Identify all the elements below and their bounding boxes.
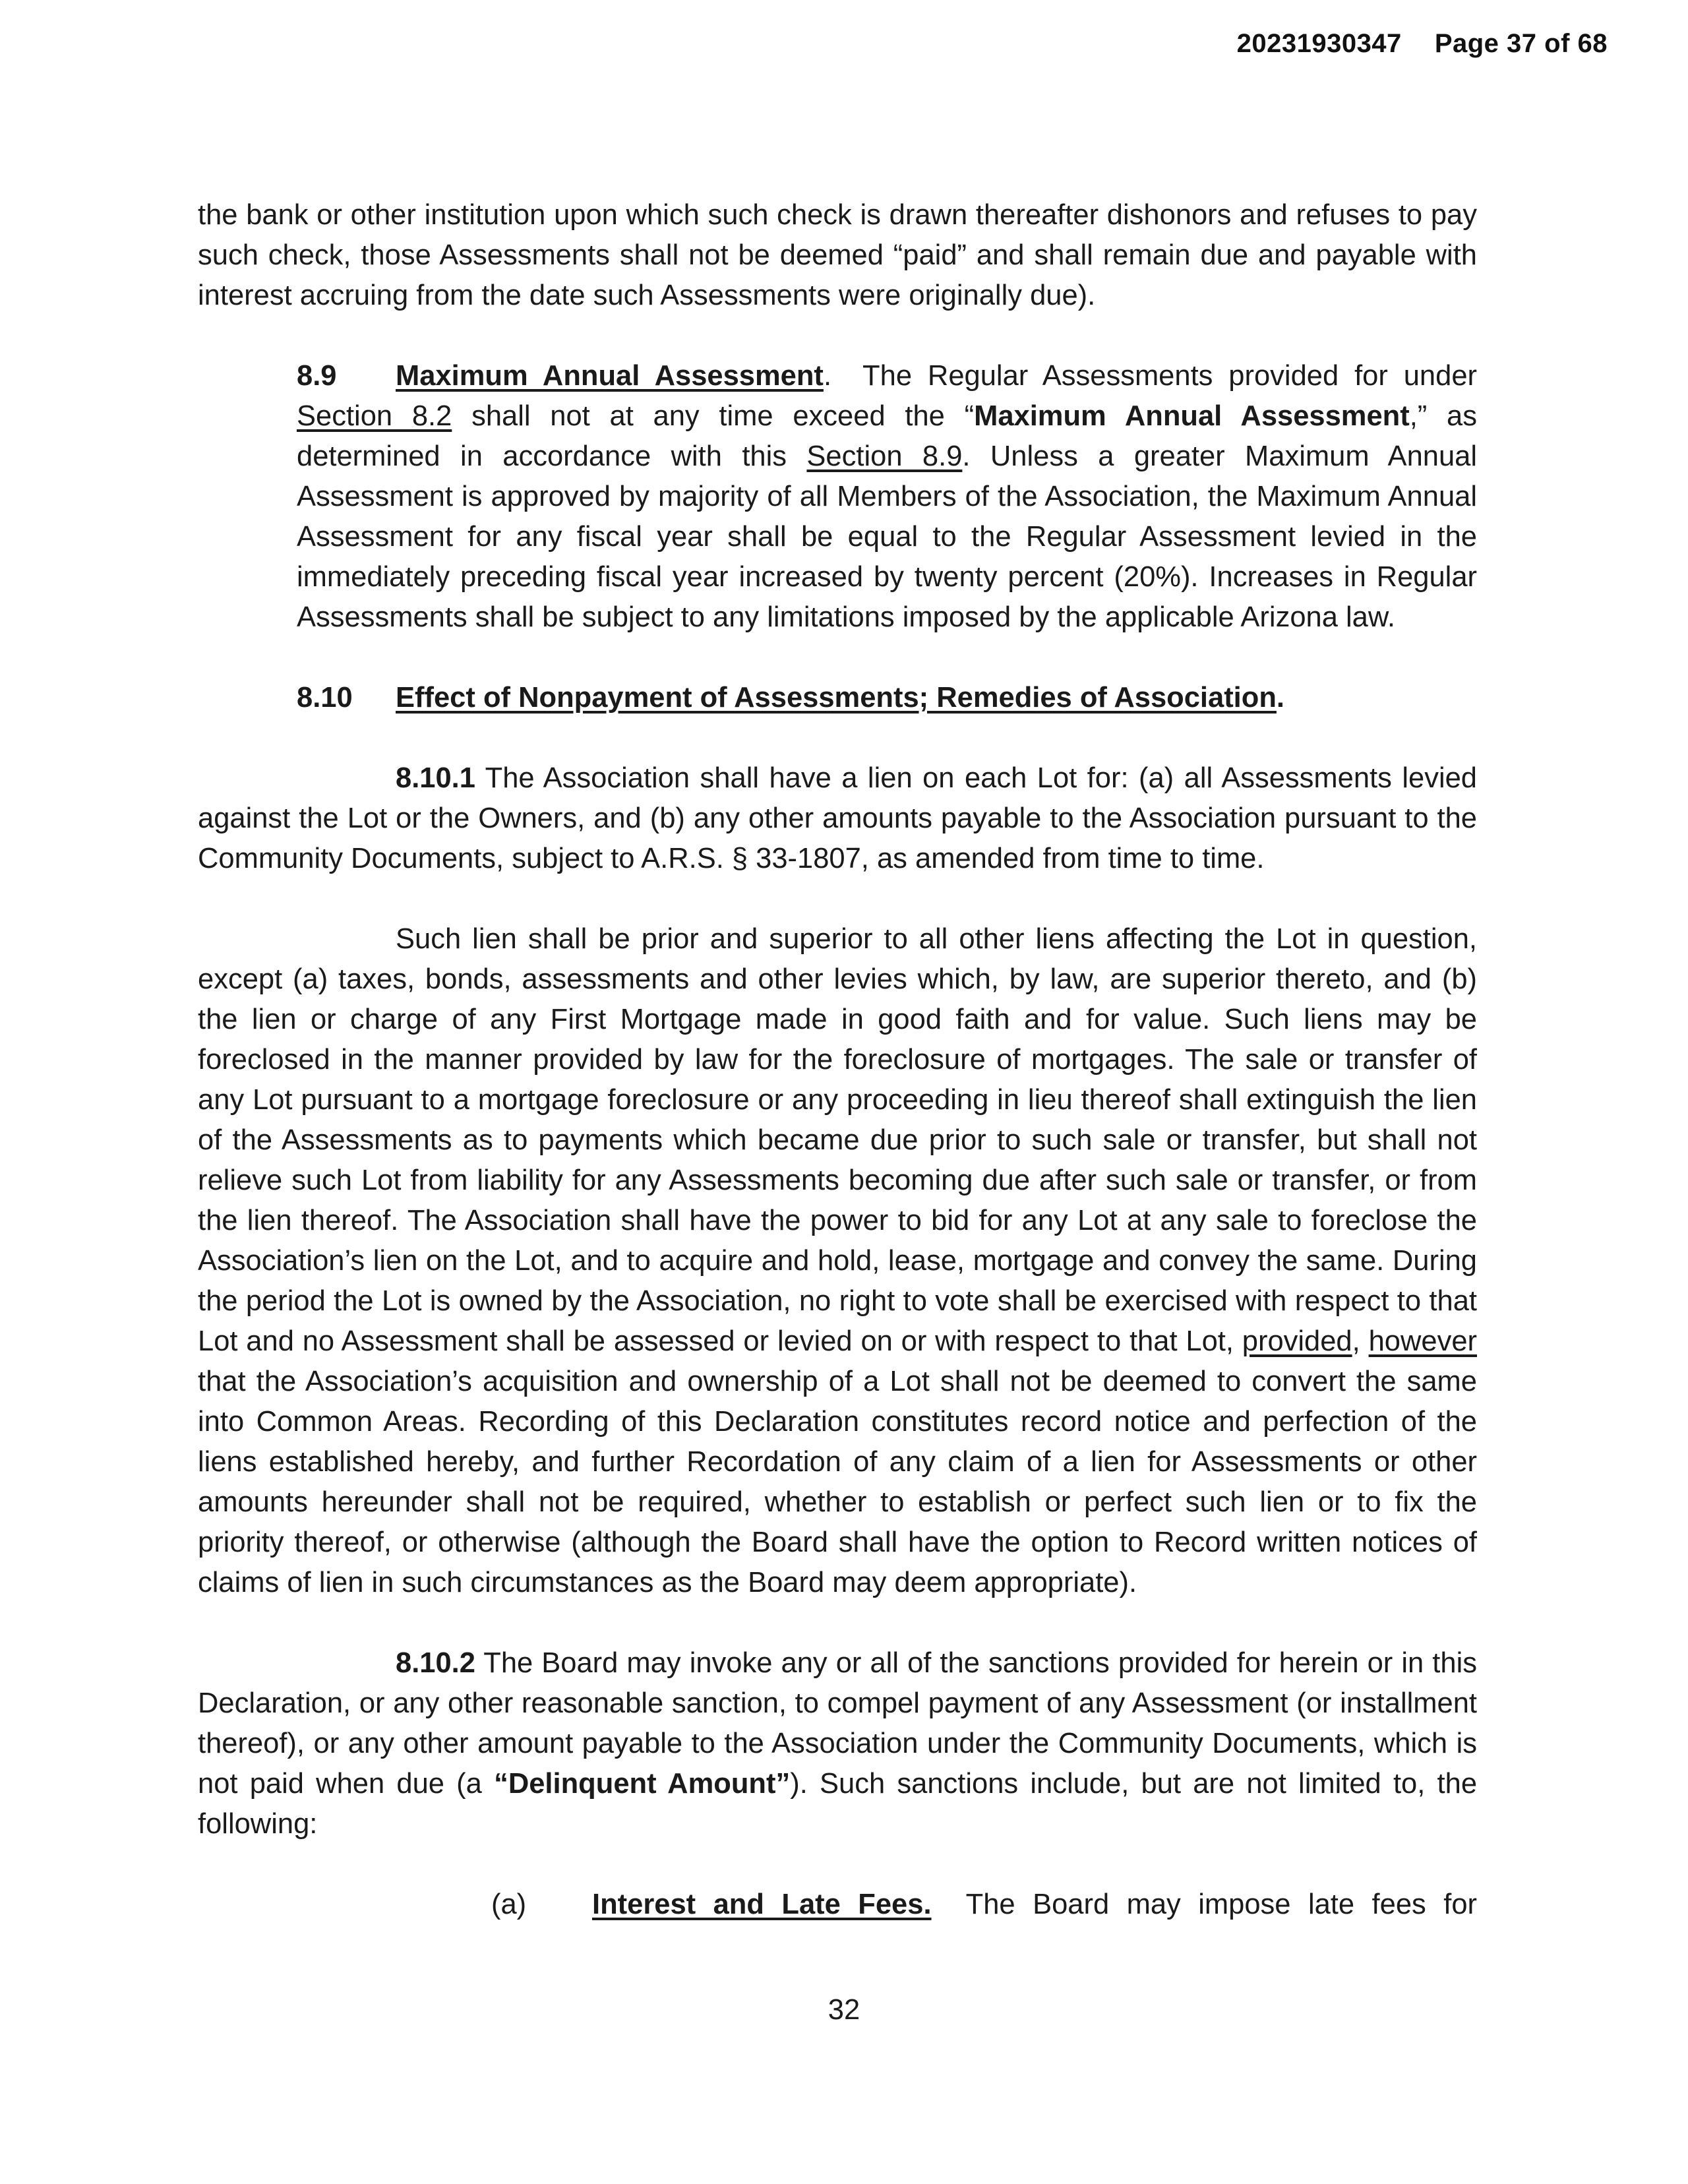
section-8-10-2-paragraph: [198, 1643, 1477, 1844]
page-count-label: Page 37 of 68: [1434, 29, 1608, 58]
document-body: [198, 195, 1486, 1925]
section-8-9-text-4: . Unless a greater Maximum Annual Assessment is approved by majority of all Members of the Association, the Maximum Annual Assessment for any fiscal year shall be equal to the Regular Assessment levied in the immediately preceding fiscal year increased by twenty percent (20%). Increases in Regular Assessments shall be subject to any limitations imposed by the applicable Arizona law.: [297, 440, 1478, 633]
lien-priority-comma: ,: [1352, 1325, 1369, 1357]
lien-priority-text-1: Such lien shall be prior and superior to all other liens affecting the Lot in question, except (a) taxes, bonds, assessments and other levies which, by law, are superior thereto, and (b) the lien or charge of any First Mortgage made in good faith and for value. Such liens may be foreclosed in the manner provided by law for the foreclosure of mortgages. The sale or transfer of any Lot pursuant to a mortgage foreclosure or any proceeding in lieu thereof shall extinguish the lien of the Assessments as to payments which became due prior to such sale or transfer, but shall not relieve such Lot from liability for any Assessments becoming due after such sale or transfer, or from the lien thereof. The Association shall have the power to bid for any Lot at any sale to foreclose the Association’s lien on the Lot, and to acquire and hold, lease, mortgage and convey the same. During the period the Lot is owned by the Association, no right to vote shall be exercised with respect to that Lot and no Assessment shall be assessed or levied on or with respect to that Lot,: [198, 923, 1477, 1357]
item-a-marker: (a): [491, 1889, 527, 1920]
item-a-paragraph: [198, 1885, 1477, 1925]
section-8-10-1-number: 8.10.1: [396, 762, 475, 794]
section-8-9-number: 8.9: [297, 360, 337, 392]
section-8-10-2-number: 8.10.2: [396, 1647, 475, 1679]
section-8-9-reference: Section 8.9: [806, 440, 963, 472]
continuation-paragraph: [198, 195, 1477, 316]
page-header: [1237, 29, 1608, 59]
provided-term: provided: [1242, 1325, 1352, 1357]
section-8-10-1-text: The Association shall have a lien on each Lot for: (a) all Assessments levied against the Lot or the Owners, and (b) any other amounts payable to the Association pursuant to the Community Documents, subject to A.R.S. § 33-1807, as amended from time to time.: [198, 762, 1477, 874]
section-8-9-title-period: .: [823, 360, 832, 392]
item-a-title: Interest and Late Fees.: [592, 1889, 932, 1920]
section-8-9-text-3: ,” as determined in accordance with this: [297, 400, 1477, 472]
section-8-10-title: Effect of Nonpayment of Assessments; Remedies of Association: [396, 682, 1277, 713]
page-number: 32: [828, 1994, 860, 2026]
section-8-9-paragraph: [198, 356, 1486, 638]
section-8-10-heading: [198, 678, 1477, 718]
section-8-10-number: 8.10: [297, 682, 353, 713]
section-8-10-1-paragraph: [198, 758, 1477, 879]
delinquent-amount-term: “Delinquent Amount”: [494, 1768, 791, 1800]
page-footer: [0, 1994, 1688, 2026]
item-a-text: The Board may impose late fees for: [931, 1889, 1477, 1920]
section-8-2-reference: Section 8.2: [297, 400, 452, 432]
lien-priority-paragraph: [198, 919, 1477, 1603]
however-term: however: [1368, 1325, 1477, 1357]
section-8-10-title-period: .: [1276, 682, 1284, 713]
maximum-annual-assessment-term: Maximum Annual Assessment: [974, 400, 1410, 432]
continuation-text: the bank or other institution upon which such check is drawn thereafter dishonors and refuses to pay such check, those Assessments shall not be deemed “paid” and shall remain due and payable with interest accruing from the date such Assessments were originally due).: [198, 199, 1477, 311]
section-8-10-2-text-1: The Board may invoke any or all of the sanctions provided for herein or in this Declaration, or any other reasonable sanction, to compel payment of any Assessment (or installment thereof), or any other amount payable to the Association under the Community Documents, which is not paid when due (a: [198, 1647, 1477, 1800]
document-number: 20231930347: [1236, 29, 1402, 58]
section-8-9-title: Maximum Annual Assessment: [396, 360, 824, 392]
lien-priority-text-2: that the Association’s acquisition and ownership of a Lot shall not be deemed to convert the same into Common Areas. Recording of this Declaration constitutes record notice and perfection of the liens established hereby, and further Recordation of any claim of a lien for Assessments or other amounts hereunder shall not be required, whether to establish or perfect such lien or to fix the priority thereof, or otherwise (although the Board shall have the option to Record written notices of claims of lien in such circumstances as the Board may deem appropriate).: [198, 1366, 1477, 1598]
section-8-10-2-text-2: ). Such sanctions include, but are not limited to, the following:: [198, 1768, 1478, 1840]
section-8-9-text-2: shall not at any time exceed the “: [452, 400, 975, 432]
section-8-9-text-1: The Regular Assessments provided for under: [831, 360, 1486, 392]
